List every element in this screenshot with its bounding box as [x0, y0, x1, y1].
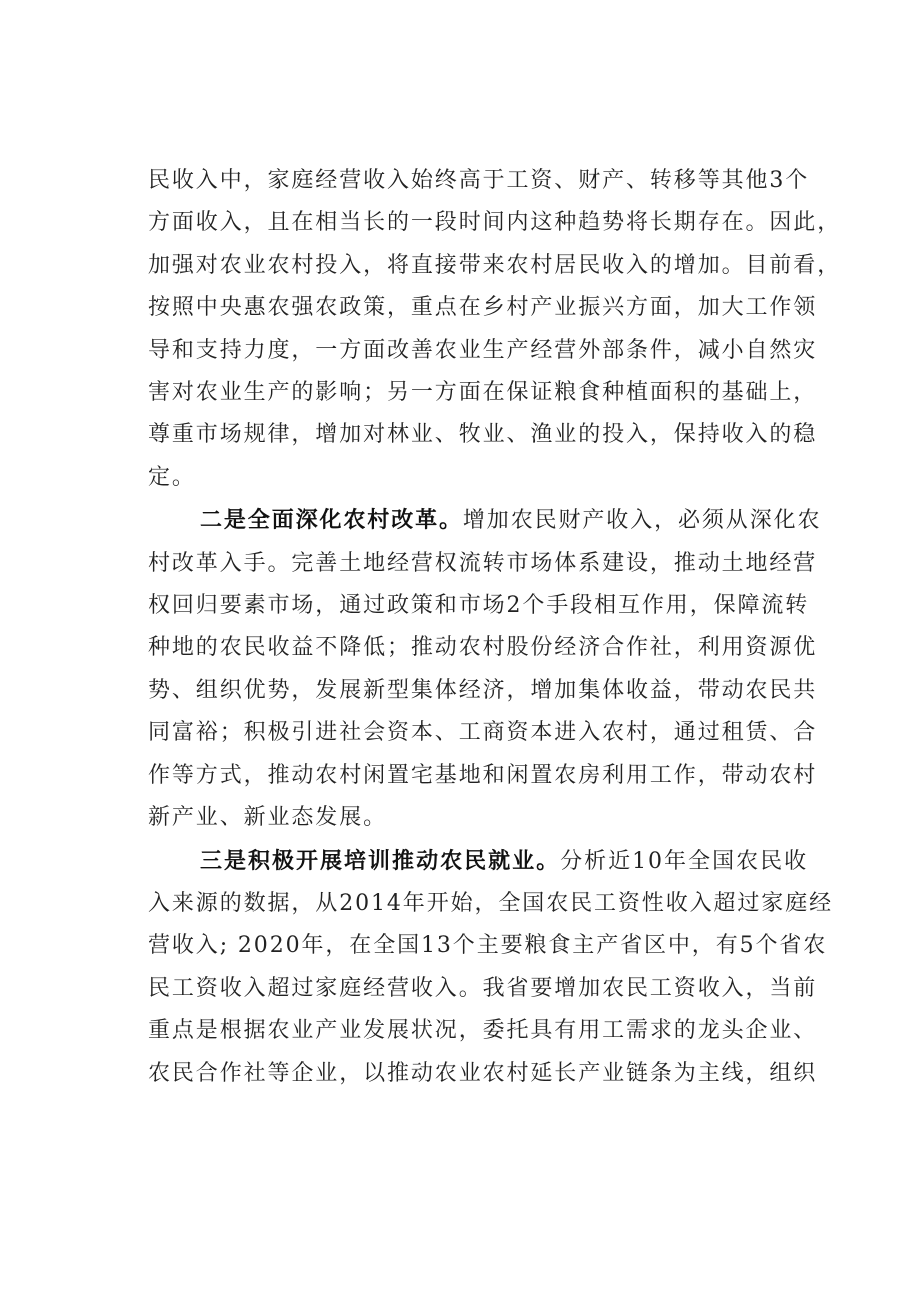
text-line: 定。 — [148, 464, 196, 490]
text-line: 导和支持力度，一方面改善农业生产经营外部条件，减小自然灾 — [148, 337, 818, 363]
paragraph-training-employment — [148, 840, 833, 1095]
text-line: 营收入; 2020年，在全国13个主要粮食主产省区中，有5个省农 — [148, 933, 828, 959]
section-heading-training-employment: 三是积极开展培训推动农民就业。 — [200, 847, 561, 874]
document-body — [148, 160, 842, 1095]
text-line: 村改革入手。完善土地经营权流转市场体系建设，推动土地经营 — [148, 550, 818, 576]
text-line: 民收入中，家庭经营收入始终高于工资、财产、转移等其他3个 — [148, 168, 810, 193]
text-line: 新产业、新业态发展。 — [148, 805, 388, 831]
text-line: 按照中央惠农强农政策，重点在乡村产业振兴方面，加大工作领 — [148, 295, 818, 321]
paragraph-income-structure — [148, 160, 842, 499]
text-line: 尊重市场规律，增加对林业、牧业、渔业的投入，保持收入的稳 — [148, 422, 818, 448]
text-line: 权回归要素市场，通过政策和市场2个手段相互作用，保障流转 — [148, 593, 810, 619]
text-run: 分析近10年全国农民收 — [560, 848, 808, 874]
text-line: 加强对农业农村投入，将直接带来农村居民收入的增加。目前看， — [148, 252, 842, 278]
text-line: 作等方式，推动农村闲置宅基地和闲置农房利用工作，带动农村 — [148, 762, 818, 788]
paragraph-rural-reform — [148, 499, 822, 839]
text-line: 种地的农民收益不降低；推动农村股份经济合作社，利用资源优 — [148, 635, 818, 661]
text-line: 民工资收入超过家庭经营收入。我省要增加农民工资收入，当前 — [148, 975, 818, 1001]
text-line — [148, 840, 808, 883]
text-run: 增加农民财产收入，必须从深化农 — [462, 508, 822, 534]
text-line: 害对农业生产的影响；另一方面在保证粮食种植面积的基础上， — [148, 380, 818, 406]
text-line — [148, 499, 822, 542]
text-line: 同富裕；积极引进社会资本、工商资本进入农村，通过租赁、合 — [148, 720, 818, 746]
text-line: 方面收入，且在相当长的一段时间内这种趋势将长期存在。因此， — [148, 210, 842, 236]
text-line: 势、组织优势，发展新型集体经济，增加集体收益，带动农民共 — [148, 677, 818, 703]
text-line: 重点是根据农业产业发展状况，委托具有用工需求的龙头企业、 — [148, 1018, 818, 1044]
text-line: 农民合作社等企业，以推动农业农村延长产业链条为主线，组织 — [148, 1060, 818, 1086]
section-heading-rural-reform: 二是全面深化农村改革。 — [200, 507, 463, 534]
text-line: 入来源的数据，从2014年开始，全国农民工资性收入超过家庭经 — [148, 890, 833, 916]
